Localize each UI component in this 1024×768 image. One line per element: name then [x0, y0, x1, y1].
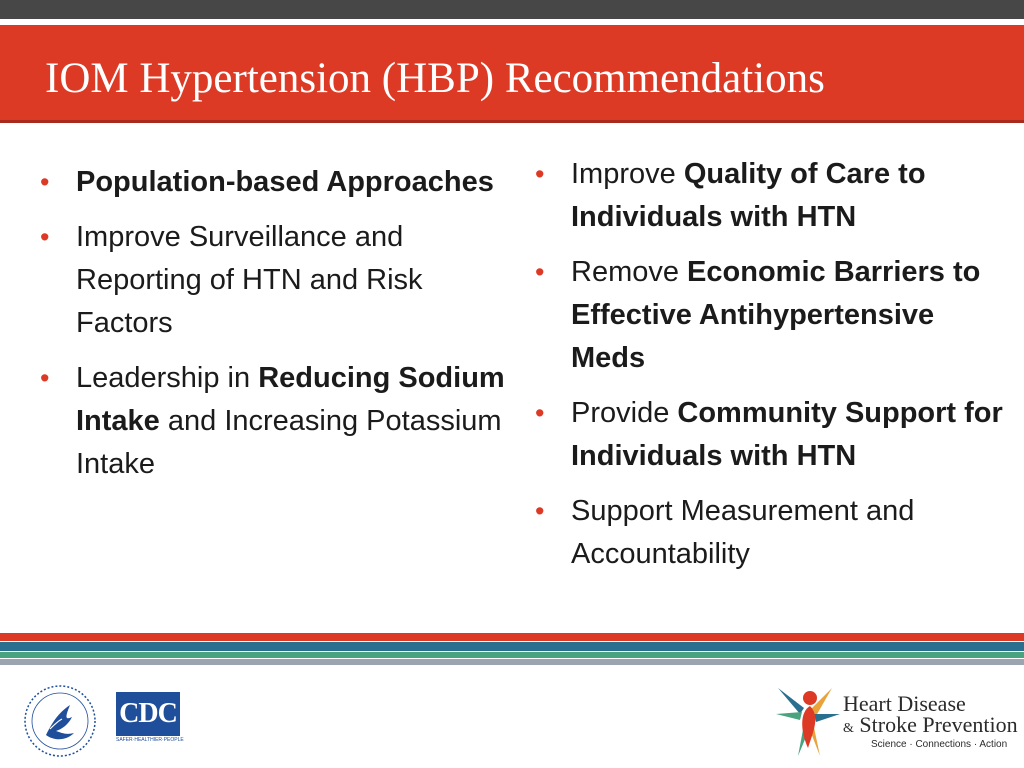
item-text: Support Measurement and Accountability	[571, 495, 915, 570]
heart-disease-stroke-prevention-logo	[770, 668, 1018, 760]
hdsp-title-line2	[843, 713, 1018, 741]
cdc-logo	[116, 692, 184, 744]
bullet-icon: •	[535, 496, 545, 526]
cdc-tagline: SAFER·HEALTHIER·PEOPLE	[116, 737, 184, 743]
list-item	[535, 490, 1005, 576]
hhs-eagle-logo	[22, 683, 98, 759]
item-text: Improve Surveillance and Reporting of HTN and Risk Factors	[76, 221, 423, 339]
hdsp-title-line1: Heart Disease	[843, 691, 966, 716]
list-item	[40, 161, 510, 204]
item-bold-text: Reducing Sodium Intake	[76, 362, 505, 437]
bullet-icon: •	[40, 222, 50, 252]
item-bold-text: Population-based Approaches	[76, 166, 494, 198]
item-bold-text: Quality of Care to Individuals with HTN	[571, 158, 926, 233]
footer-stripe-blue	[0, 642, 1024, 651]
footer-stripe-gray	[0, 659, 1024, 665]
bullet-icon: •	[535, 159, 545, 189]
right-bullet-list	[535, 153, 1005, 588]
item-text: Remove	[571, 256, 688, 288]
item-text: Improve	[571, 158, 684, 190]
item-text: Provide	[571, 397, 678, 429]
hdsp-line2-text: Stroke Prevention	[859, 712, 1018, 737]
footer-stripe-green	[0, 652, 1024, 658]
people-figure-icon	[770, 668, 850, 760]
top-bar	[0, 0, 1024, 19]
list-item	[535, 392, 1005, 478]
slide-title: IOM Hypertension (HBP) Recommendations	[45, 55, 825, 102]
left-bullet-list	[40, 161, 510, 498]
bullet-icon: •	[40, 363, 50, 393]
cdc-logo-text: CDC	[116, 692, 180, 736]
bullet-icon: •	[535, 398, 545, 428]
item-bold-text: Economic Barriers to Effective Antihypertensive Meds	[571, 256, 981, 374]
item-text-tail: and Increasing Potassium Intake	[76, 405, 502, 480]
bullet-icon: •	[40, 167, 50, 197]
hdsp-ampersand: &	[843, 721, 854, 736]
list-item	[535, 153, 1005, 239]
bullet-icon: •	[535, 257, 545, 287]
list-item	[535, 251, 1005, 380]
item-bold-text: Community Support for Individuals with HTN	[571, 397, 1003, 472]
hdsp-tagline: Science · Connections · Action	[871, 739, 1008, 750]
list-item	[40, 357, 510, 486]
footer-stripe-red	[0, 633, 1024, 641]
item-text: Leadership in	[76, 362, 259, 394]
list-item	[40, 216, 510, 345]
